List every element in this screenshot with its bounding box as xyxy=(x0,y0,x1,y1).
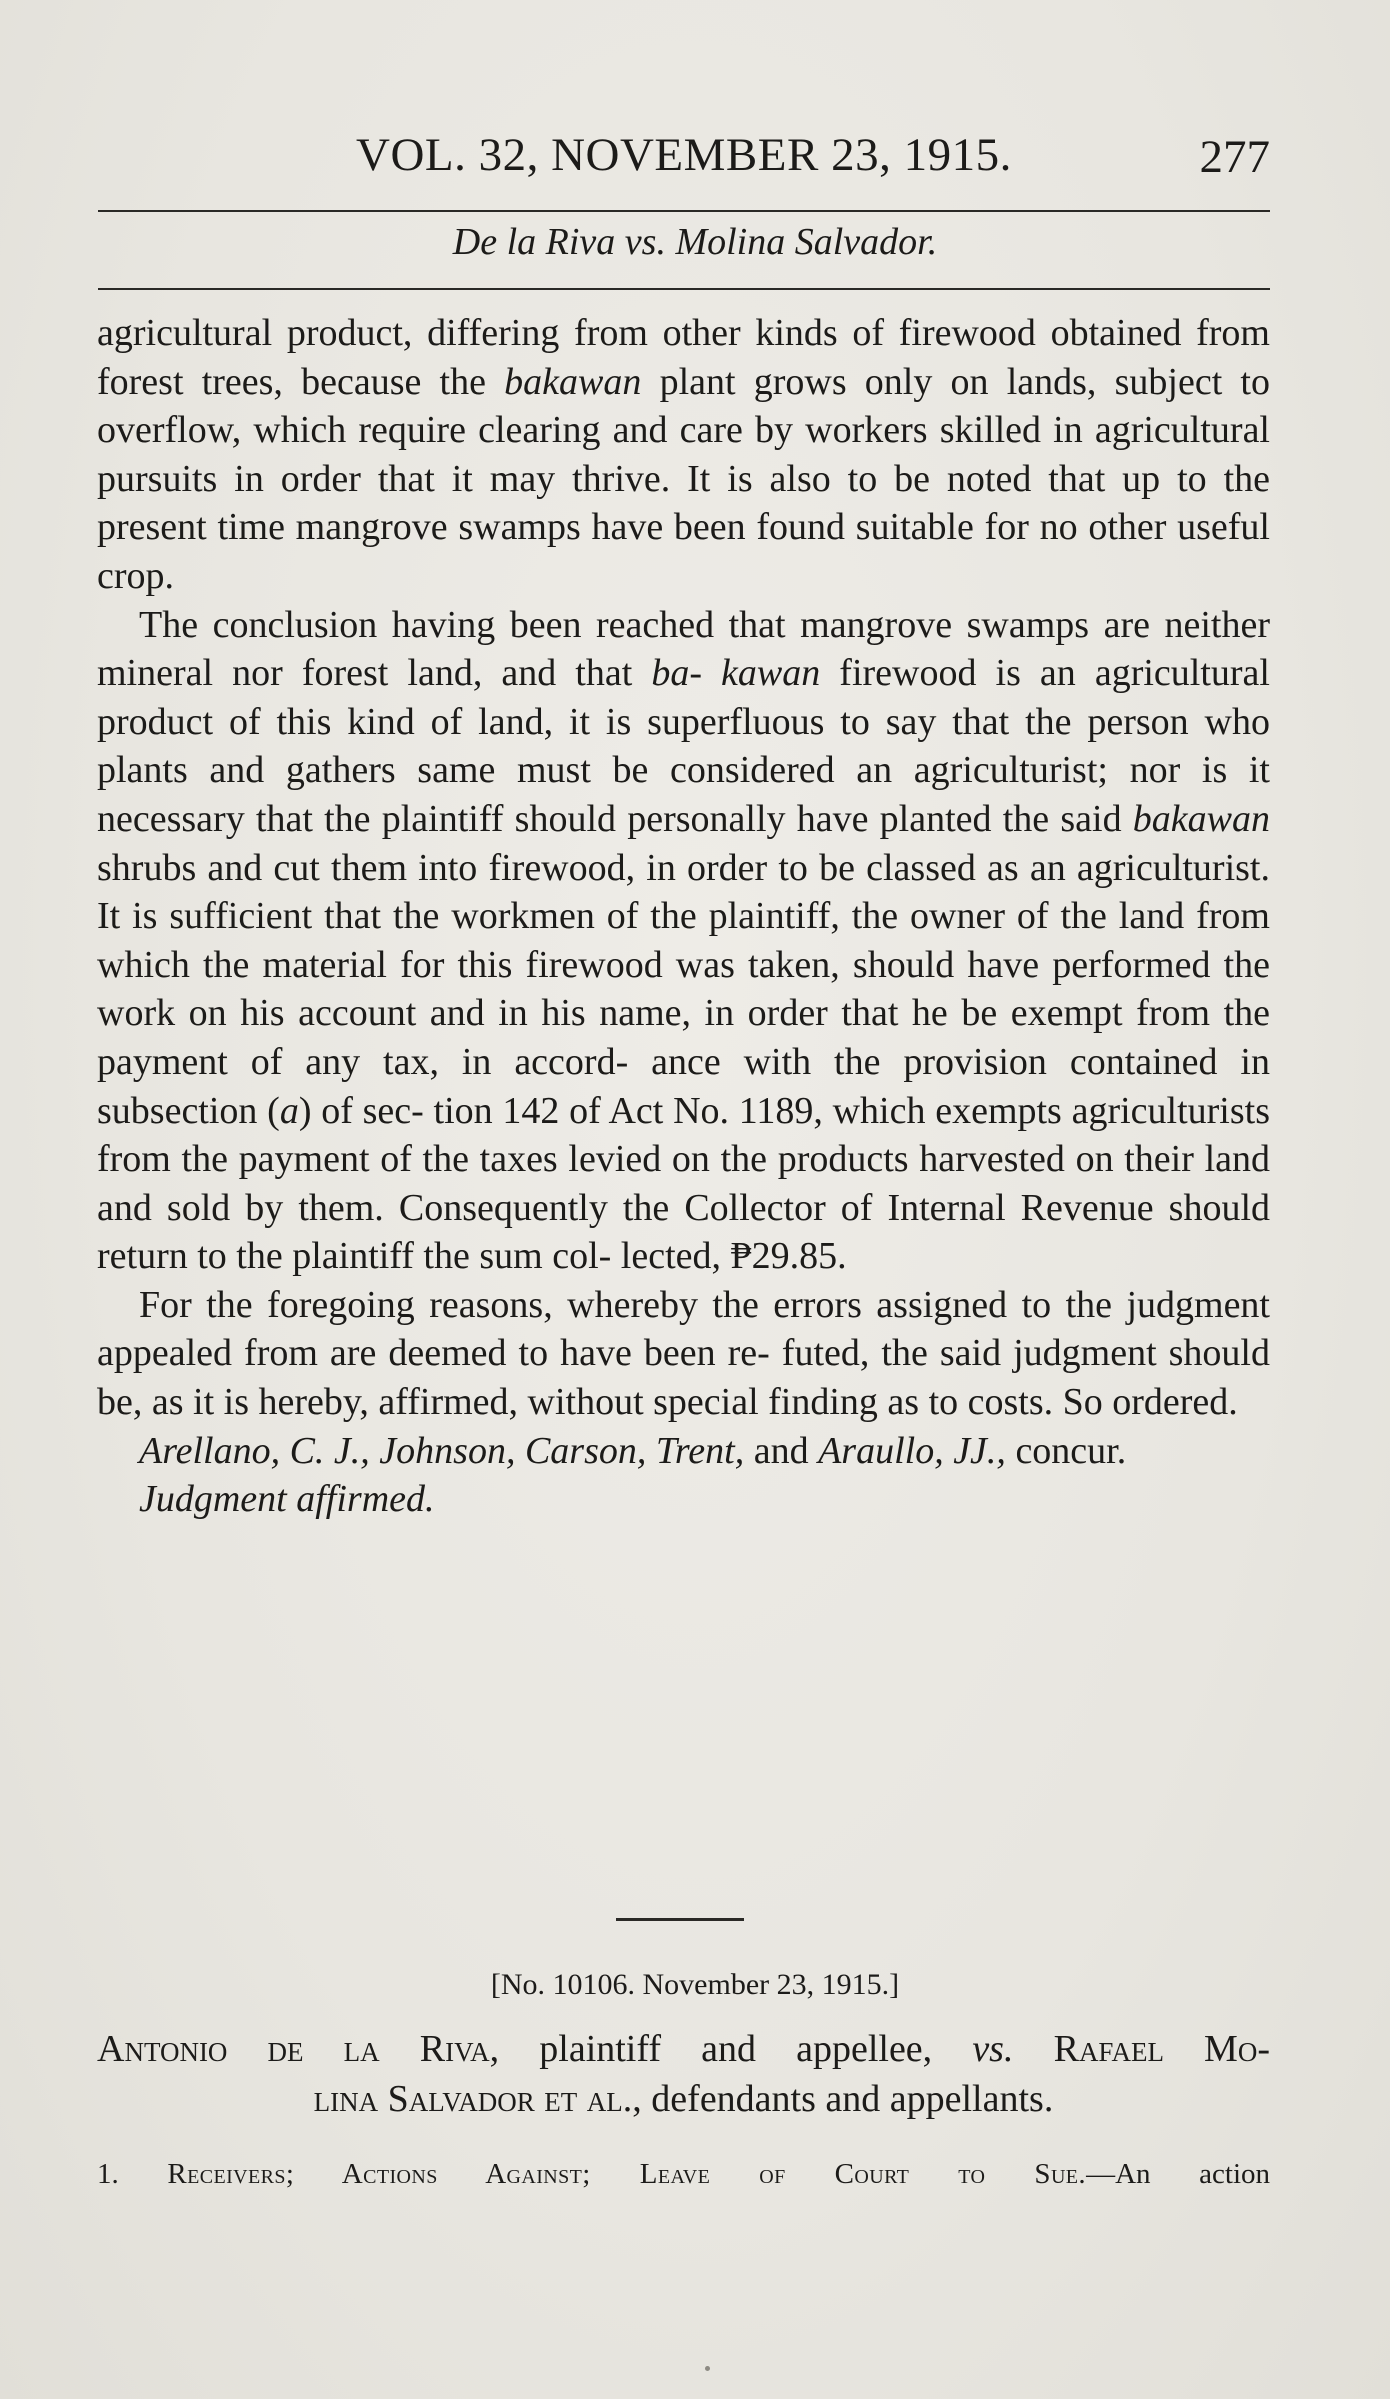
plaintiff-name: Antonio de la Riva xyxy=(97,2028,490,2070)
italic-term: ba- kawan xyxy=(651,652,821,695)
text-run: firewood is an agricultural product of this kind of land, it is superfluous to say that the person who plants and gathers same must be considered an agriculturist; nor is it necessary that the plaintiff should personally have planted the said xyxy=(97,652,1270,840)
case-parties xyxy=(97,2024,1270,2124)
opinion-paragraph-2 xyxy=(97,601,1270,1281)
text-run: plant grows only on lands, subject to overflow, which require clearing and care by workers skilled in agricultural pursuits in order that it may thrive. It is also to be noted that up to the present time mangrove swamps have been found suitable for no other useful crop. xyxy=(97,360,1270,597)
defendant-name-part-2: lina Salvador et al. xyxy=(313,2078,633,2120)
docket-line: [No. 10106. November 23, 1915.] xyxy=(490,1968,900,2001)
opinion-paragraph-1 xyxy=(97,309,1270,601)
judgment-line xyxy=(97,1475,1270,1524)
headnote xyxy=(97,2158,1270,2191)
opinion-paragraph-3: For the foregoing reasons, whereby the errors assigned to the judgment appealed from are deemed to have been re- futed, the said judgment should be, as it is hereby, affirmed, without special finding as to costs. So ordered. xyxy=(97,1283,1270,1424)
justice-names: Araullo, JJ., xyxy=(818,1429,1006,1472)
headnote-topic: Receivers; Actions Against; Leave of Court to Sue. xyxy=(167,2158,1087,2190)
defendant-name-part-1: Rafael Mo- xyxy=(1013,2028,1270,2070)
page-number: 277 xyxy=(1199,131,1270,183)
versus: vs. xyxy=(972,2028,1014,2070)
text-run: shrubs and cut them into firewood, in order to be classed as an agriculturist. It is sufficient that the workmen of the plaintiff, the owner of the land from which the material for this firewood was taken, should have performed the work on his account and in his name, in order that he be exempt from the payment of any tax, in accord- ance with the provision contained in subsection ( xyxy=(97,846,1270,1132)
text-run: and xyxy=(744,1429,819,1472)
concurrence-line xyxy=(97,1427,1270,1476)
headnote-number: 1. xyxy=(97,2158,119,2190)
header-rule-bottom xyxy=(98,288,1270,290)
italic-term: a xyxy=(279,1089,299,1132)
opinion-body xyxy=(97,309,1270,1524)
paper-speck xyxy=(705,2366,710,2371)
text-run: agricultural product, differing from other kinds of firewood obtained from forest trees, because the xyxy=(97,312,1270,403)
text-run: ) of sec- tion 142 of Act No. 1189, which exempts agriculturists from the payment of the taxes levied on the products harvested on their land and sold by them. Consequently the Collector of Internal Revenue should return to the plaintiff the sum col- lected, ₱29.85. xyxy=(97,1089,1270,1278)
defendant-role: , defendants and appellants. xyxy=(632,2078,1054,2120)
judgment-text: Judgment affirmed. xyxy=(139,1478,435,1521)
italic-term: bakawan xyxy=(504,360,642,403)
parties-line-1 xyxy=(97,2024,1270,2074)
italic-term: bakawan xyxy=(1132,797,1270,840)
headnote-text: —An action xyxy=(1086,2158,1270,2190)
parties-line-2 xyxy=(97,2074,1270,2124)
plaintiff-role: , plaintiff and appellee, xyxy=(489,2028,973,2070)
page-header xyxy=(98,128,1270,200)
case-caption: De la Riva vs. Molina Salvador. xyxy=(452,221,938,263)
text-run: concur. xyxy=(1005,1429,1127,1472)
running-head: VOL. 32, NOVEMBER 23, 1915. xyxy=(356,129,1012,181)
case-separator xyxy=(616,1918,744,1921)
header-rule-top xyxy=(98,210,1270,212)
text-run: The conclusion having been reached that mangrove swamps are neither mineral nor forest land, and that xyxy=(97,603,1270,695)
justice-names: Arellano, C. J., Johnson, Carson, Trent, xyxy=(139,1429,745,1472)
